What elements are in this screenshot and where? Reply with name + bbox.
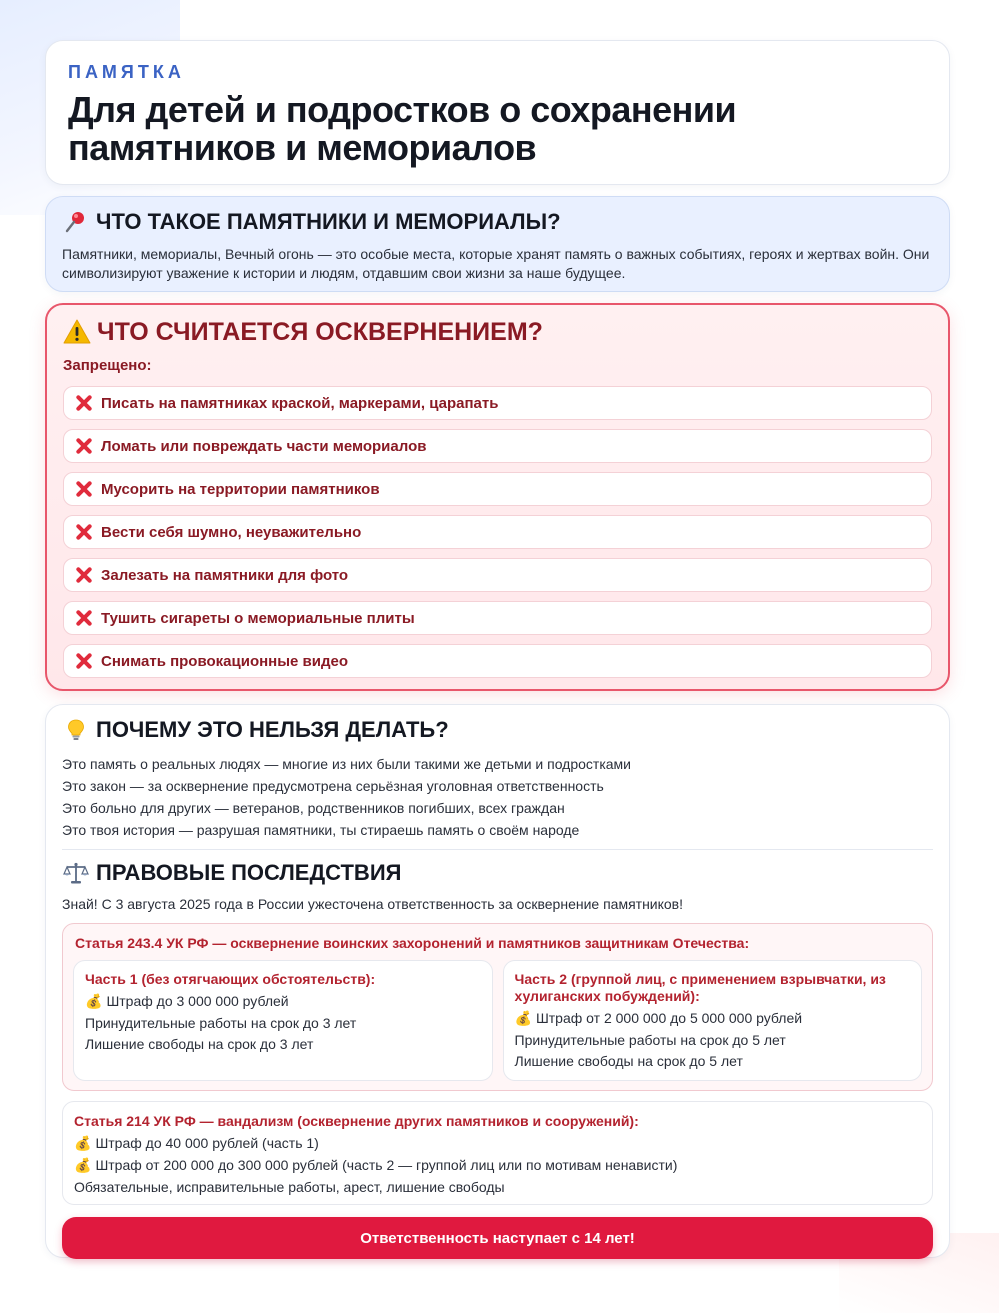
article-214-box — [62, 1101, 933, 1205]
header-card — [45, 40, 950, 185]
forbidden-title-text: ЧТО СЧИТАЕТСЯ ОСКВЕРНЕНИЕМ? — [97, 318, 543, 346]
part-1-fine — [85, 991, 481, 1013]
forbidden-item — [63, 515, 932, 549]
article-243-part-1 — [73, 960, 493, 1081]
article-243-box — [62, 923, 933, 1091]
forbidden-item-text: Ломать или повреждать части мемориалов — [101, 437, 427, 455]
cross-icon — [74, 480, 92, 498]
cross-icon — [74, 437, 92, 455]
article-243-parts — [73, 960, 922, 1081]
part-2-title: Часть 2 (группой лиц, с применением взрывчатки, из хулиганских побуждений): — [514, 971, 886, 1004]
forbidden-item-text: Мусорить на территории памятников — [101, 480, 380, 498]
legal-note: Знай! С 3 августа 2025 года в России ужесточена ответственность за осквернение памятников! — [62, 896, 684, 912]
forbidden-item-text: Писать на памятниках краской, маркерами, царапать — [101, 394, 499, 412]
forbidden-subtitle: Запрещено: — [63, 357, 152, 374]
article-214-fine-1-text: Штраф до 40 000 рублей (часть 1) — [95, 1135, 319, 1151]
cross-icon — [74, 566, 92, 584]
why-item: Это больно для других — ветеранов, родственников погибших, всех граждан — [62, 800, 565, 816]
pushpin-icon — [62, 210, 90, 234]
cross-icon — [74, 394, 92, 412]
article-243-part-2 — [503, 960, 923, 1081]
article-214-fine-2 — [74, 1155, 921, 1177]
forbidden-list — [63, 386, 932, 678]
forbidden-item — [63, 429, 932, 463]
article-214-line-3: Обязательные, исправительные работы, арест, лишение свободы — [74, 1179, 505, 1195]
age-responsibility-banner: Ответственность наступает с 14 лет! — [62, 1217, 933, 1259]
legal-section-title — [62, 860, 933, 886]
part-1-line-2: Принудительные работы на срок до 3 лет — [85, 1015, 357, 1031]
lightbulb-icon — [62, 718, 90, 742]
forbidden-item — [63, 558, 932, 592]
article-243-title: Статья 243.4 УК РФ — осквернение воинских захоронений и памятников защитникам Отечества: — [75, 935, 750, 951]
part-2-line-3: Лишение свободы на срок до 5 лет — [514, 1053, 743, 1069]
why-item: Это закон — за осквернение предусмотрена серьёзная уголовная ответственность — [62, 778, 604, 794]
why-list — [62, 753, 933, 841]
page-title-line-2: памятников и мемориалов — [68, 127, 537, 168]
what-section — [45, 196, 950, 292]
article-214-title: Статья 214 УК РФ — вандализм (осквернение других памятников и сооружений): — [74, 1113, 639, 1129]
why-item: Это память о реальных людях — многие из них были такими же детьми и подростками — [62, 756, 631, 772]
what-section-title — [62, 209, 933, 235]
page-title-line-1: Для детей и подростков о сохранении — [68, 89, 737, 130]
cross-icon — [74, 609, 92, 627]
money-bag-icon: 💰 — [514, 1011, 532, 1027]
article-214-fine-1 — [74, 1133, 921, 1155]
why-title-text: ПОЧЕМУ ЭТО НЕЛЬЗЯ ДЕЛАТЬ? — [96, 717, 449, 742]
forbidden-item-text: Вести себя шумно, неуважительно — [101, 523, 362, 541]
forbidden-item-text: Снимать провокационные видео — [101, 652, 349, 670]
header-label: ПАМЯТКА — [68, 62, 185, 82]
why-item: Это твоя история — разрушая памятники, ты стираешь память о своём народе — [62, 822, 580, 838]
money-bag-icon: 💰 — [85, 994, 103, 1010]
forbidden-item-text: Залезать на памятники для фото — [101, 566, 349, 584]
part-2-fine-text: Штраф от 2 000 000 до 5 000 000 рублей — [535, 1010, 803, 1026]
what-title-text: ЧТО ТАКОЕ ПАМЯТНИКИ И МЕМОРИАЛЫ? — [96, 209, 561, 234]
why-section-title — [62, 717, 933, 743]
scales-icon — [62, 861, 90, 885]
part-2-fine — [515, 1008, 911, 1030]
why-and-legal-section — [45, 704, 950, 1258]
section-divider — [62, 849, 933, 850]
page-title — [68, 91, 927, 167]
forbidden-item-text: Тушить сигареты о мемориальные плиты — [101, 609, 415, 627]
cross-icon — [74, 652, 92, 670]
article-214-fine-2-text: Штраф от 200 000 до 300 000 рублей (часть 2 — группой лиц или по мотивам ненависти) — [95, 1157, 678, 1173]
money-bag-icon: 💰 — [74, 1136, 92, 1152]
warning-icon — [63, 318, 91, 346]
part-2-line-2: Принудительные работы на срок до 5 лет — [514, 1032, 786, 1048]
forbidden-item — [63, 472, 932, 506]
forbidden-section — [45, 303, 950, 691]
what-description: Памятники, мемориалы, Вечный огонь — это особые места, которые хранят память о важных событиях, героях и жертвах войн. Они символизируют уважение к истории и людям, отдавшим свои жизни за наше будущее. — [62, 246, 930, 281]
legal-title-text: ПРАВОВЫЕ ПОСЛЕДСТВИЯ — [96, 860, 402, 885]
part-1-title: Часть 1 (без отягчающих обстоятельств): — [85, 971, 376, 987]
forbidden-section-title — [63, 317, 932, 347]
cross-icon — [74, 523, 92, 541]
forbidden-item — [63, 601, 932, 635]
forbidden-item — [63, 644, 932, 678]
part-1-fine-text: Штраф до 3 000 000 рублей — [106, 993, 289, 1009]
money-bag-icon: 💰 — [74, 1158, 92, 1174]
part-1-line-3: Лишение свободы на срок до 3 лет — [85, 1036, 314, 1052]
forbidden-item — [63, 386, 932, 420]
